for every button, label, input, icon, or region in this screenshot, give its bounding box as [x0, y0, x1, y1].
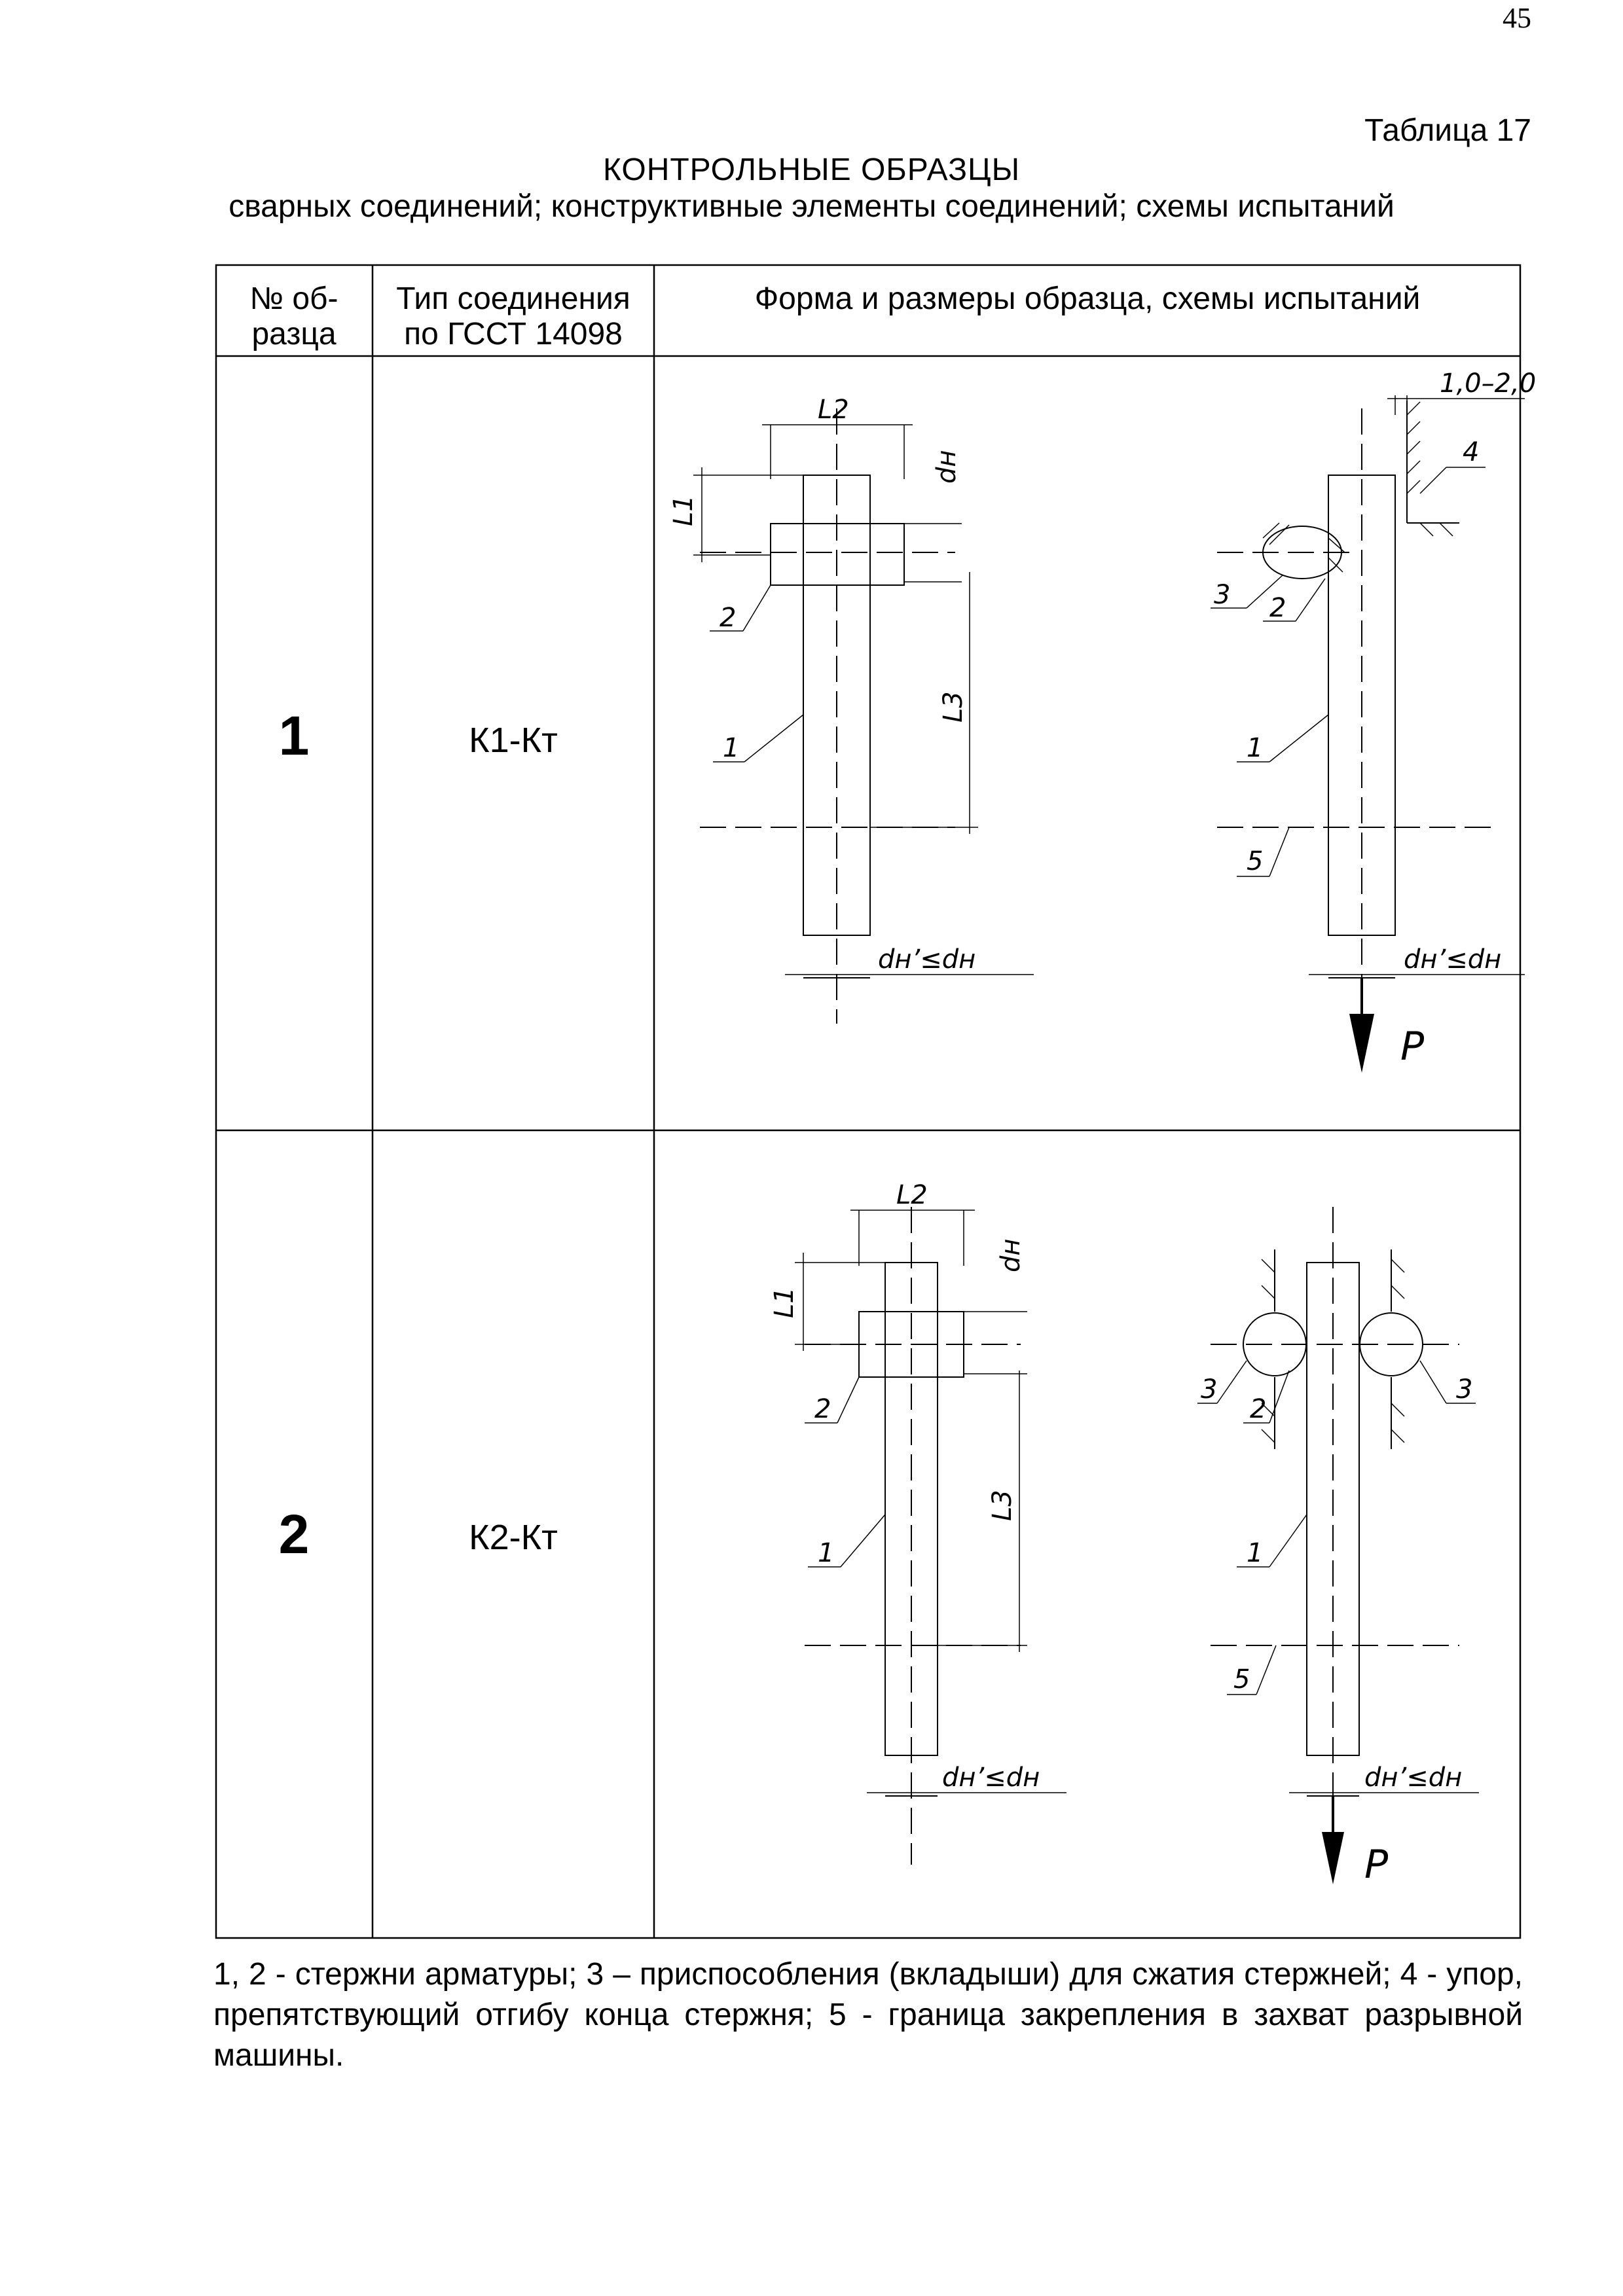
table-footnote: 1, 2 - стержни арматуры; 3 – приспособления (вкладыши) для сжатия стержней; 4 - упор, препятствующий отгибу конца стержня; 5 - граница закрепления в захват разрывной машины.	[213, 1957, 1523, 2073]
svg-text:P: P	[1364, 1842, 1389, 1888]
svg-text:3: 3	[1201, 1374, 1218, 1405]
svg-text:dн’≤dн: dн’≤dн	[1404, 944, 1502, 975]
svg-text:L3: L3	[987, 1490, 1017, 1521]
row-1-number: 1	[278, 705, 310, 766]
svg-text:L1: L1	[769, 1287, 799, 1318]
svg-text:L3: L3	[938, 691, 968, 723]
svg-text:2: 2	[720, 603, 737, 633]
test-scheme-drawing-1	[1211, 368, 1536, 1073]
svg-text:P: P	[1400, 1024, 1425, 1069]
svg-text:L1: L1	[668, 495, 699, 526]
header-shape-and-scheme: Форма и размеры образца, схемы испытаний	[754, 281, 1421, 316]
svg-text:dн’≤dн: dн’≤dн	[1364, 1763, 1463, 1793]
svg-text:4: 4	[1463, 437, 1480, 467]
page-title: КОНТРОЛЬНЫЕ ОБРАЗЦЫ	[602, 152, 1021, 187]
svg-text:1: 1	[723, 733, 740, 763]
page-number: 45	[1503, 2, 1531, 34]
svg-text:3: 3	[1456, 1374, 1473, 1405]
specimen-drawing-1	[668, 395, 1034, 1024]
svg-text:2: 2	[814, 1394, 831, 1424]
svg-text:5: 5	[1233, 1664, 1250, 1695]
header-joint-type: Тип соединения по ГССТ 14098	[396, 281, 630, 351]
svg-text:5: 5	[1247, 846, 1264, 876]
svg-text:1: 1	[818, 1538, 835, 1568]
row-1-joint-type: К1-Кт	[469, 721, 558, 760]
test-scheme-drawing-2	[1197, 1207, 1479, 1888]
svg-text:2: 2	[1269, 593, 1286, 623]
row-2-joint-type: К2-Кт	[469, 1518, 558, 1557]
table-grid	[215, 264, 1537, 1939]
svg-text:1,0–2,0: 1,0–2,0	[1440, 368, 1537, 399]
svg-text:L2: L2	[896, 1180, 928, 1210]
svg-text:3: 3	[1214, 580, 1231, 610]
row-2-number: 2	[278, 1503, 310, 1565]
table-label: Таблица 17	[1364, 113, 1531, 148]
samples-table	[215, 264, 1537, 1939]
svg-text:L2: L2	[818, 395, 849, 425]
svg-text:1: 1	[1247, 1538, 1264, 1568]
header-sample-number: № об- разца	[249, 281, 338, 351]
svg-text:dн’≤dн: dн’≤dн	[878, 944, 976, 975]
svg-text:dн: dн	[996, 1238, 1026, 1272]
svg-text:1: 1	[1247, 733, 1264, 763]
page-subtitle: сварных соединений; конструктивные элементы соединений; схемы испытаний	[228, 189, 1395, 224]
specimen-drawing-2	[769, 1180, 1067, 1865]
svg-text:dн: dн	[932, 450, 962, 484]
svg-text:2: 2	[1250, 1394, 1267, 1424]
svg-text:dн’≤dн: dн’≤dн	[942, 1763, 1040, 1793]
